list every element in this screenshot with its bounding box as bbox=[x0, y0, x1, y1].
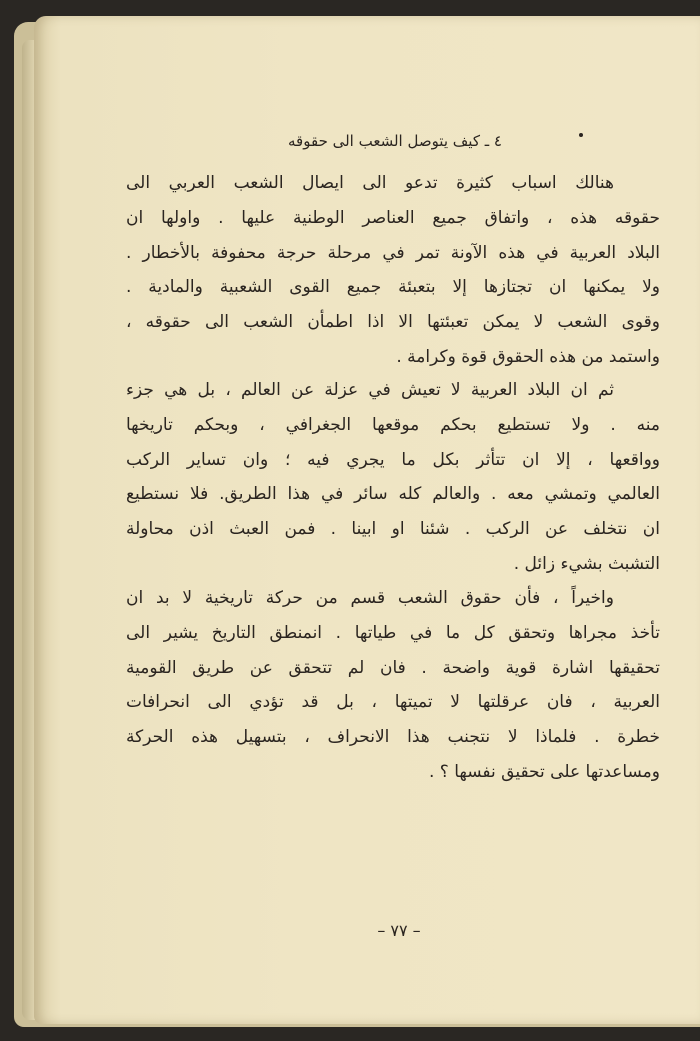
paragraph-line: ومساعدتها على تحقيق نفسها ؟ . bbox=[429, 761, 660, 782]
paragraph-line: خطرة . فلماذا لا نتجنب هذا الانحراف ، بتسهيل هذه الحركة bbox=[126, 727, 660, 748]
paragraph-line: هنالك اسباب كثيرة تدعو الى ايصال الشعب العربي الى bbox=[126, 173, 614, 193]
paragraph-line: حقوقه هذه ، واتفاق جميع العناصر الوطنية عليها . واولها ان bbox=[126, 207, 660, 228]
paragraph-line: تحقيقها اشارة قوية واضحة . فان لم تتحقق عن طريق القومية bbox=[126, 657, 660, 678]
paragraph-line: واخيراً ، فأن حقوق الشعب قسم من حركة تاريخية لا بد ان bbox=[126, 588, 614, 608]
paragraph-line: واستمد من هذه الحقوق قوة وكرامة . bbox=[396, 346, 660, 367]
paragraph-1 bbox=[126, 166, 660, 375]
paragraph-line: ثم ان البلاد العربية لا تعيش في عزلة عن العالم ، بل هي جزء bbox=[126, 380, 614, 400]
paragraph-line: التشبث بشيء زائل . bbox=[513, 553, 660, 574]
paragraph-line: ان نتخلف عن الركب . شئنا او ابينا . فمن العبث اذن محاولة bbox=[126, 519, 660, 540]
paragraph-line: العالمي وتمشي معه . والعالم كله سائر في هذا الطريق. فلا نستطيع bbox=[126, 484, 660, 505]
book-page bbox=[34, 16, 700, 1024]
paragraph-3 bbox=[126, 581, 660, 790]
page-number: – ٧٧ – bbox=[377, 921, 421, 940]
paragraph-line: البلاد العربية في هذه الآونة تمر في مرحلة حرجة محفوفة بالأخطار . bbox=[126, 242, 660, 263]
paragraph-line: وواقعها ، إلا ان تتأثر بكل ما يجري فيه ؛ وان تساير الركب bbox=[126, 449, 660, 470]
section-heading: ٤ ـ كيف يتوصل الشعب الى حقوقه bbox=[288, 132, 502, 150]
paragraph-line: منه . ولا تستطيع بحكم موقعها الجغرافي ، وبحكم تاريخها bbox=[126, 414, 660, 435]
paragraph-line: العربية ، فان عرقلتها لا تميتها ، بل قد تؤدي الى انحرافات bbox=[126, 692, 660, 713]
paragraph-line: ولا يمكنها ان تجتازها إلا بتعبئة جميع القوى الشعبية والمادية . bbox=[126, 277, 660, 298]
paragraph-line: وقوى الشعب لا يمكن تعبئتها الا اذا اطمأن الشعب الى حقوقه ، bbox=[126, 312, 660, 333]
paragraph-line: تأخذ مجراها وتحقق كل ما في طياتها . انمنطق التاريخ يشير الى bbox=[126, 622, 660, 643]
ink-dot bbox=[579, 133, 583, 137]
paragraph-2 bbox=[126, 373, 660, 582]
